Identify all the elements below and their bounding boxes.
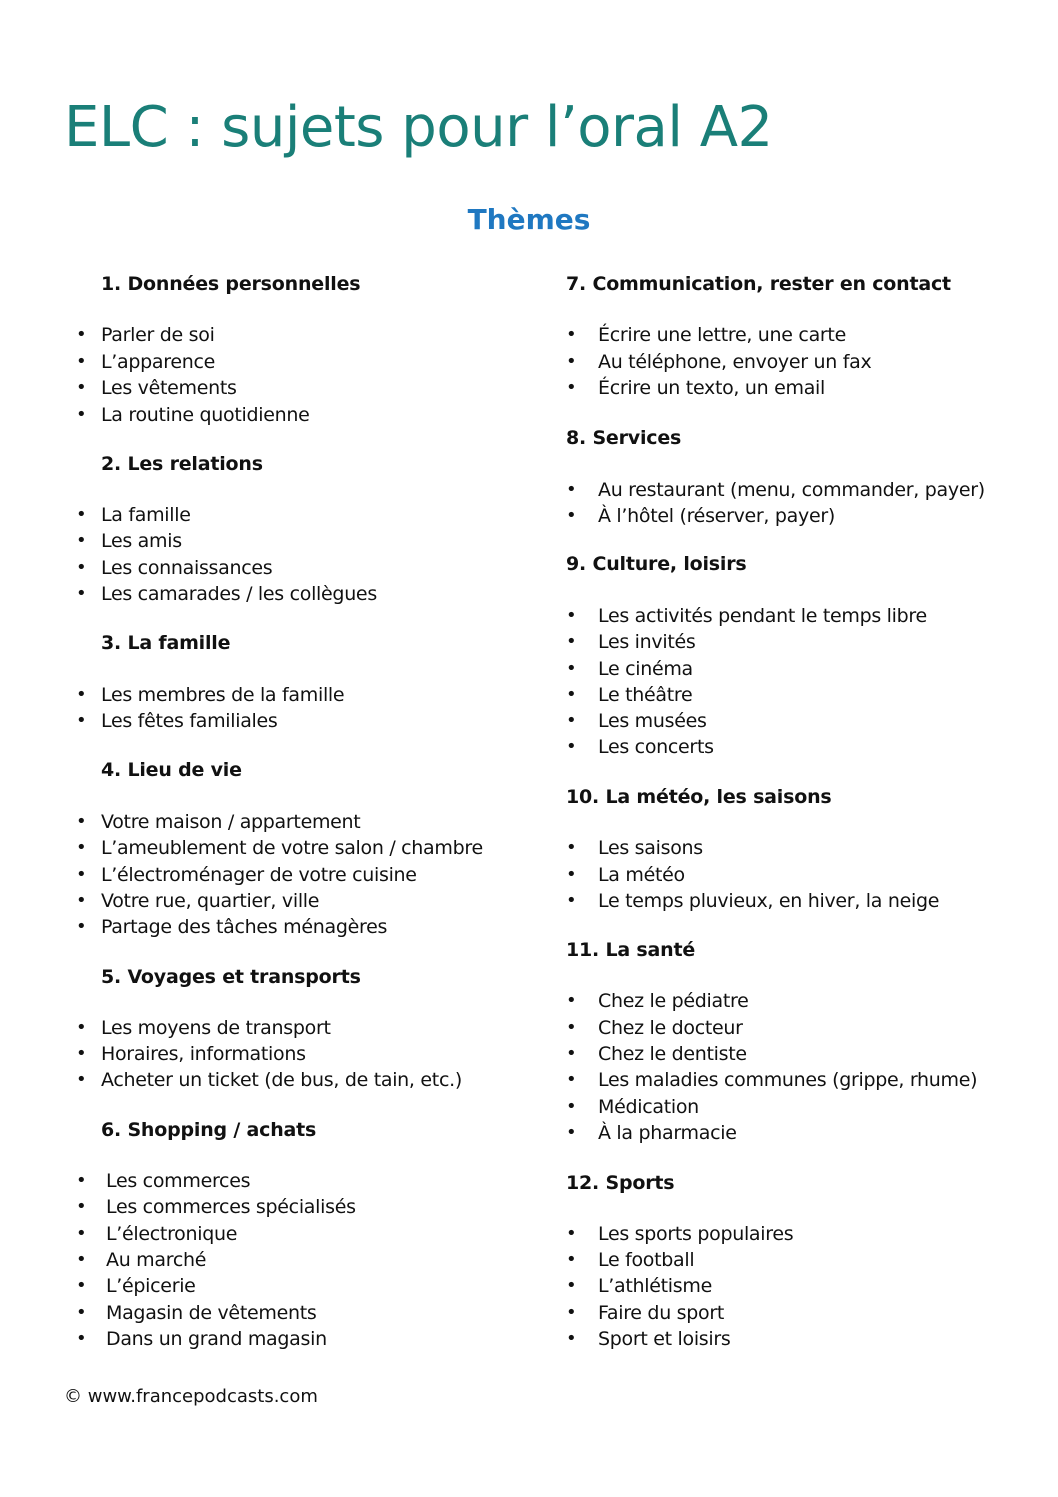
bullet-icon: • [76,684,87,705]
list-item-label: Les commerces spécialisés [106,1196,356,1218]
bullet-icon: • [566,324,577,345]
bullet-icon: • [566,505,577,526]
bullet-icon: • [566,1249,577,1270]
list-item-label: La famille [101,504,191,526]
list-item-label: Dans un grand magasin [106,1328,327,1350]
bullet-icon: • [566,1223,577,1244]
list-item-label: Votre maison / appartement [101,811,361,833]
document-subtitle: Thèmes [467,203,591,236]
bullet-icon: • [76,504,87,525]
bullet-icon: • [76,324,87,345]
list-item-label: L’électroménager de votre cuisine [101,864,417,886]
list-item-label: Les commerces [106,1170,251,1192]
list-item-label: Parler de soi [101,324,215,346]
list-item-label: L’épicerie [106,1275,196,1297]
list-item-label: Les musées [598,710,707,732]
list-item-label: La routine quotidienne [101,404,310,426]
list-item-label: Écrire une lettre, une carte [598,324,846,346]
bullet-icon: • [76,864,87,885]
list-item-label: Partage des tâches ménagères [101,916,388,938]
bullet-icon: • [76,1275,87,1296]
bullet-icon: • [566,479,577,500]
list-item-label: Magasin de vêtements [106,1302,317,1324]
section-heading: 12. Sports [566,1172,675,1194]
section-heading: 2. Les relations [101,453,263,475]
bullet-icon: • [76,351,87,372]
list-item-label: Les membres de la famille [101,684,345,706]
section-heading: 4. Lieu de vie [101,759,242,781]
list-item-label: Faire du sport [598,1302,725,1324]
section-heading: 7. Communication, rester en contact [566,273,951,295]
bullet-icon: • [566,1096,577,1117]
list-item-label: Médication [598,1096,699,1118]
list-item-label: Le cinéma [598,658,693,680]
bullet-icon: • [566,1302,577,1323]
section-heading: 6. Shopping / achats [101,1119,317,1141]
list-item-label: Au téléphone, envoyer un fax [598,351,872,373]
bullet-icon: • [76,811,87,832]
list-item-label: Chez le docteur [598,1017,743,1039]
bullet-icon: • [566,1043,577,1064]
bullet-icon: • [76,1069,87,1090]
section-heading: 5. Voyages et transports [101,966,361,988]
document-title: ELC : sujets pour l’oral A2 [64,95,773,160]
bullet-icon: • [566,1069,577,1090]
list-item-label: L’apparence [101,351,215,373]
list-item-label: Les sports populaires [598,1223,794,1245]
bullet-icon: • [76,1223,87,1244]
bullet-icon: • [76,530,87,551]
list-item-label: Les fêtes familiales [101,710,278,732]
bullet-icon: • [566,377,577,398]
list-item-label: L’ameublement de votre salon / chambre [101,837,483,859]
list-item-label: Le temps pluvieux, en hiver, la neige [598,890,940,912]
list-item-label: Le football [598,1249,695,1271]
list-item-label: Les saisons [598,837,703,859]
list-item-label: Chez le dentiste [598,1043,747,1065]
bullet-icon: • [566,1017,577,1038]
list-item-label: L’électronique [106,1223,238,1245]
list-item-label: Votre rue, quartier, ville [101,890,320,912]
bullet-icon: • [76,1043,87,1064]
bullet-icon: • [76,916,87,937]
bullet-icon: • [76,837,87,858]
list-item-label: Les amis [101,530,182,552]
bullet-icon: • [76,377,87,398]
list-item-label: À l’hôtel (réserver, payer) [598,505,835,527]
bullet-icon: • [566,631,577,652]
list-item-label: La météo [598,864,685,886]
bullet-icon: • [566,1328,577,1349]
bullet-icon: • [566,1275,577,1296]
bullet-icon: • [566,605,577,626]
bullet-icon: • [76,710,87,731]
list-item-label: Les activités pendant le temps libre [598,605,927,627]
bullet-icon: • [566,990,577,1011]
section-heading: 8. Services [566,427,682,449]
list-item-label: Au marché [106,1249,207,1271]
section-heading: 9. Culture, loisirs [566,553,747,575]
list-item-label: À la pharmacie [598,1122,737,1144]
section-heading: 10. La météo, les saisons [566,786,832,808]
bullet-icon: • [566,890,577,911]
footer-copyright: © www.francepodcasts.com [64,1386,318,1407]
bullet-icon: • [566,684,577,705]
bullet-icon: • [76,1328,87,1349]
bullet-icon: • [76,1017,87,1038]
section-heading: 3. La famille [101,632,231,654]
list-item-label: Les moyens de transport [101,1017,331,1039]
list-item-label: Écrire un texto, un email [598,377,826,399]
list-item-label: Les camarades / les collègues [101,583,377,605]
bullet-icon: • [76,404,87,425]
list-item-label: Chez le pédiatre [598,990,749,1012]
bullet-icon: • [76,1249,87,1270]
bullet-icon: • [566,351,577,372]
bullet-icon: • [76,1196,87,1217]
bullet-icon: • [566,837,577,858]
list-item-label: Les connaissances [101,557,273,579]
bullet-icon: • [76,890,87,911]
bullet-icon: • [566,710,577,731]
list-item-label: Acheter un ticket (de bus, de tain, etc.) [101,1069,462,1091]
bullet-icon: • [566,736,577,757]
section-heading: 1. Données personnelles [101,273,361,295]
list-item-label: Au restaurant (menu, commander, payer) [598,479,985,501]
bullet-icon: • [566,864,577,885]
list-item-label: Sport et loisirs [598,1328,731,1350]
bullet-icon: • [566,658,577,679]
bullet-icon: • [76,557,87,578]
list-item-label: L’athlétisme [598,1275,712,1297]
list-item-label: Le théâtre [598,684,693,706]
bullet-icon: • [76,583,87,604]
bullet-icon: • [76,1170,87,1191]
bullet-icon: • [566,1122,577,1143]
section-heading: 11. La santé [566,939,696,961]
list-item-label: Horaires, informations [101,1043,306,1065]
list-item-label: Les invités [598,631,696,653]
list-item-label: Les vêtements [101,377,237,399]
list-item-label: Les maladies communes (grippe, rhume) [598,1069,978,1091]
list-item-label: Les concerts [598,736,714,758]
bullet-icon: • [76,1302,87,1323]
